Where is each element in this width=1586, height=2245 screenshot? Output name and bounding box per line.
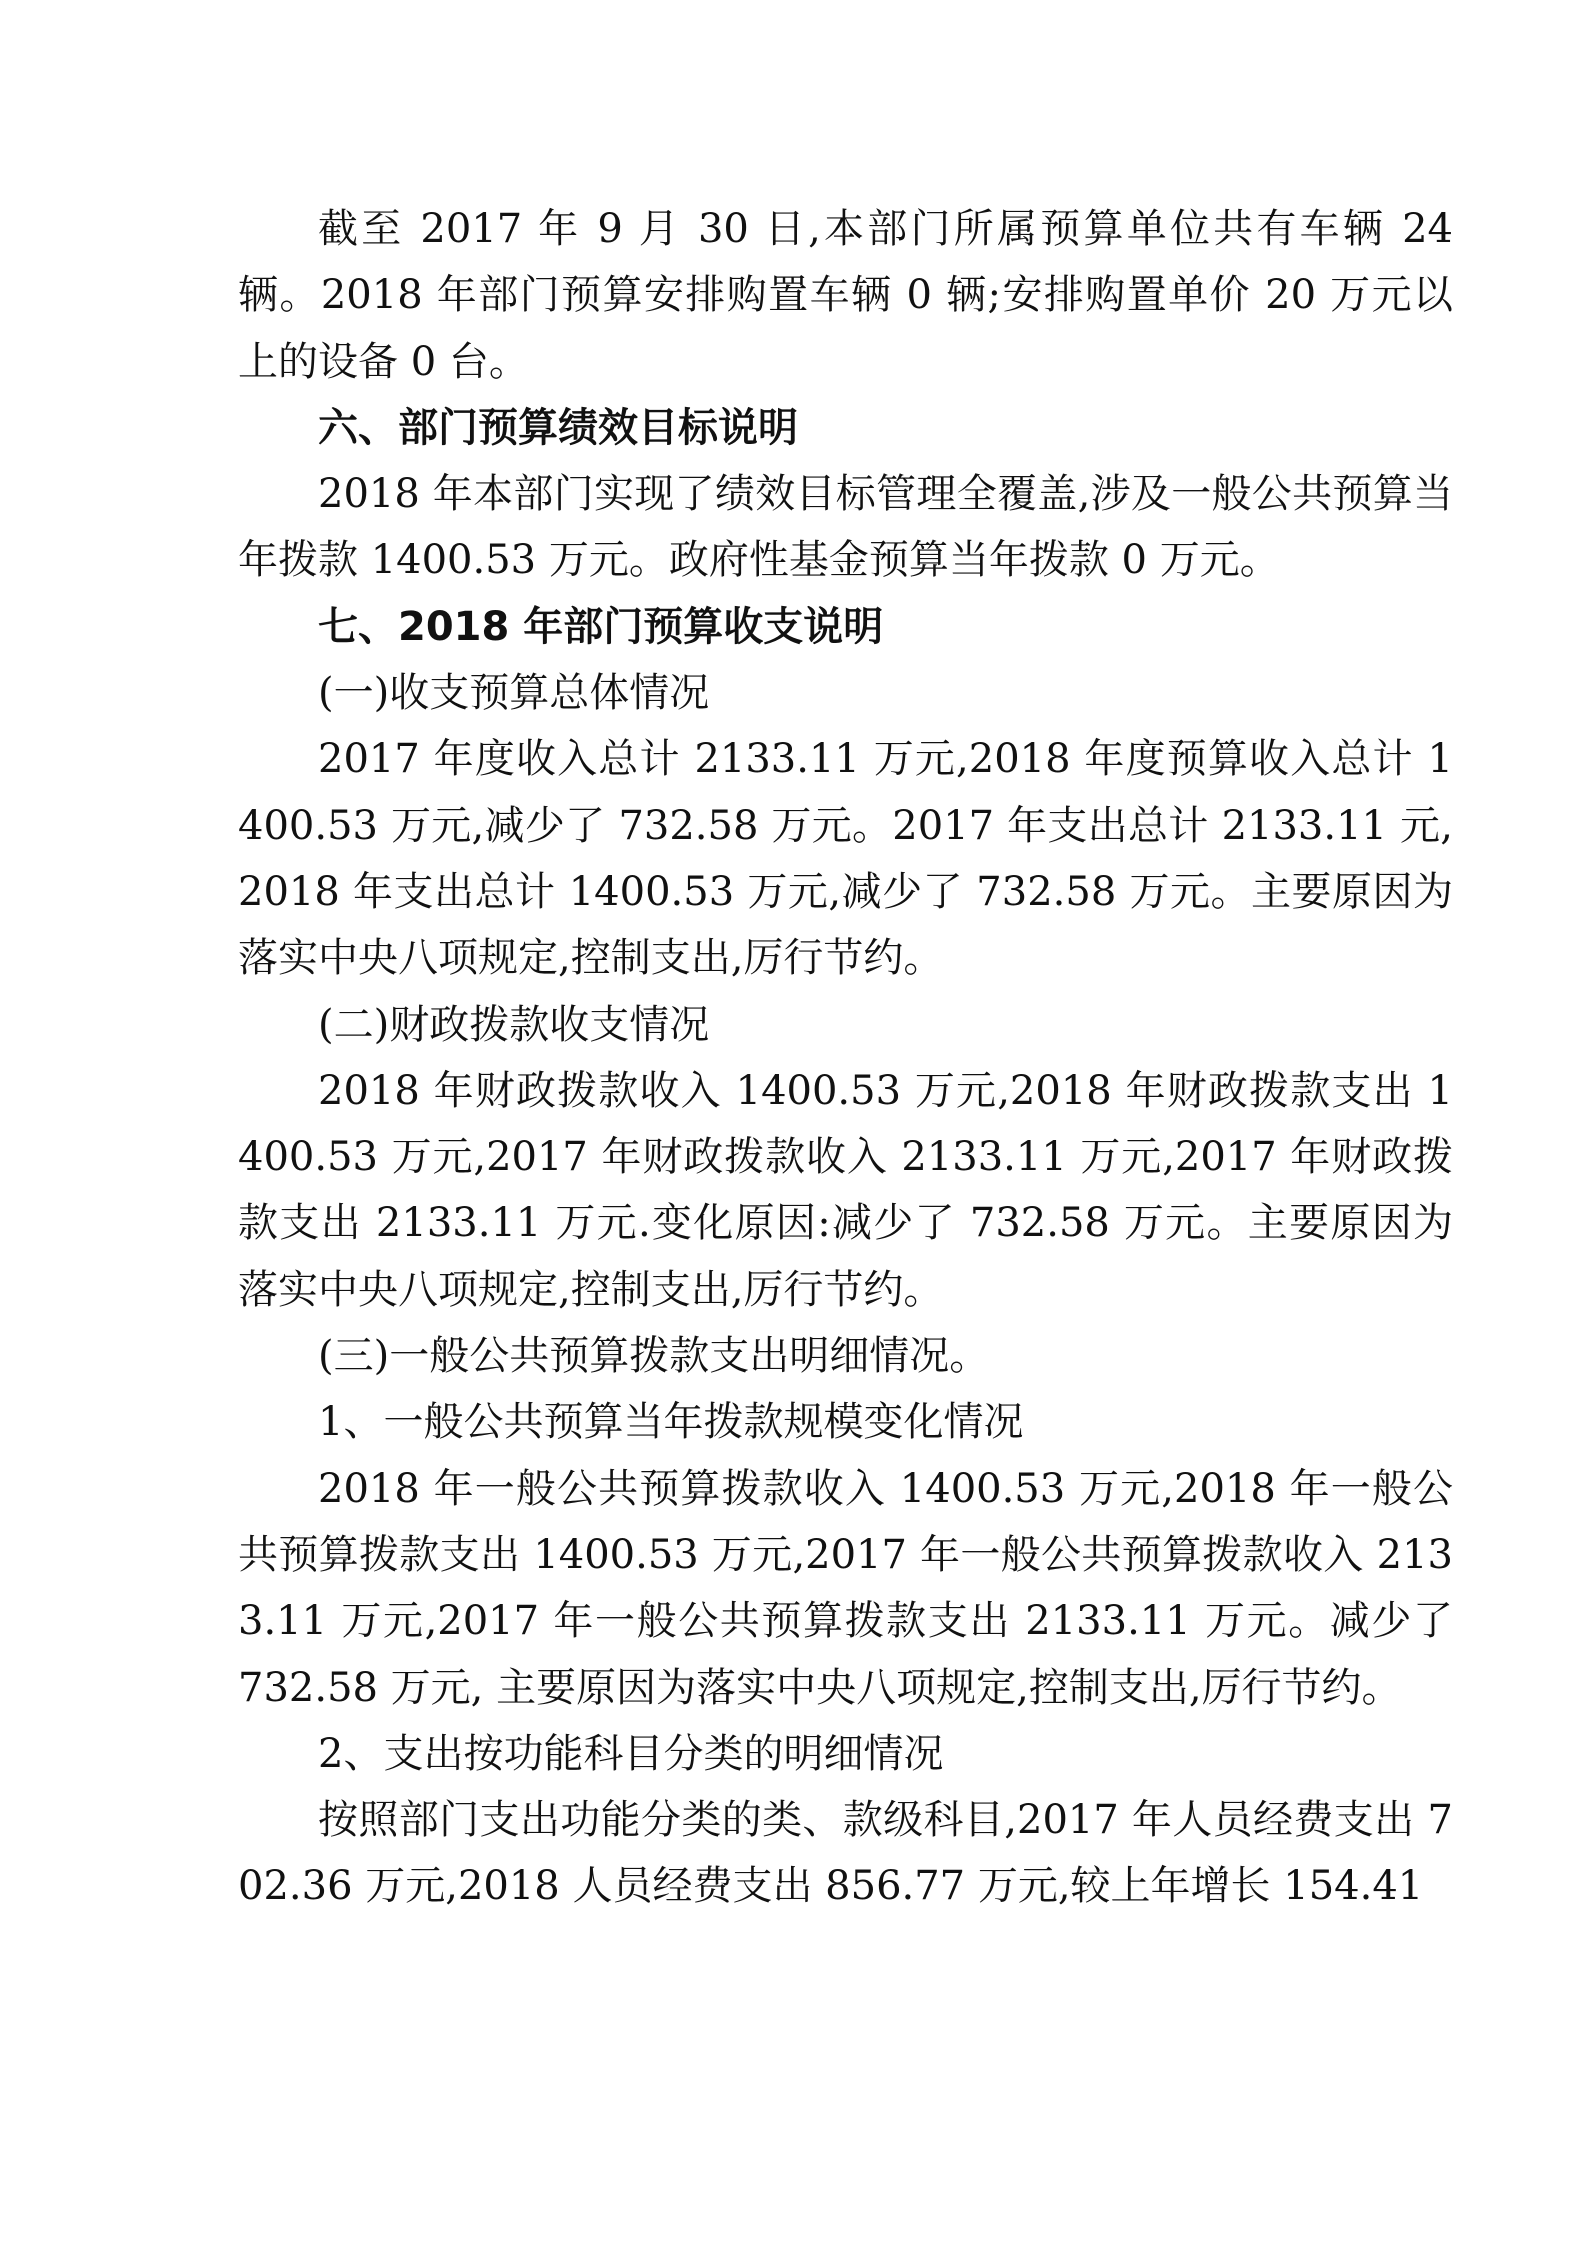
subheading-overall: (一)收支预算总体情况 — [318, 670, 710, 717]
vehicle-paragraph: 截至 2017 年 9 月 30 日,本部门所属预算单位共有车辆 24 辆。2018 年部门预算安排购置车辆 0 辆;安排购置单价 20 万元以上的设备 0 台。 — [238, 206, 1453, 385]
fiscal-paragraph: 2018 年财政拨款收入 1400.53 万元,2018 年财政拨款支出 1400.53 万元,2017 年财政拨款收入 2133.11 万元,2017 年财政拨款支出 2133.11 万元.变化原因:减少了 732.58 万元。主要原因为落实中央八项规定,控制支出,厉行节约。 — [238, 1067, 1453, 1313]
scale-change-paragraph: 2018 年一般公共预算拨款收入 1400.53 万元,2018 年一般公共预算拨款支出 1400.53 万元,2017 年一般公共预算拨款收入 2133.11 万元,2017 年一般公共预算拨款支出 2133.11 万元。减少了 732.58 万元, 主要原因为落实中央八项规定,控制支出,厉行节约。 — [238, 1465, 1453, 1711]
functional-paragraph: 按照部门支出功能分类的类、款级科目,2017 年人员经费支出 702.36 万元,2018 人员经费支出 856.77 万元,较上年增长 154.41 — [238, 1797, 1453, 1910]
section-heading-budget: 七、2018 年部门预算收支说明 — [318, 603, 884, 650]
document-body — [238, 196, 1453, 1920]
overall-paragraph: 2017 年度收入总计 2133.11 万元,2018 年度预算收入总计 1400.53 万元,减少了 732.58 万元。2017 年支出总计 2133.11 元,2018 年支出总计 1400.53 万元,减少了 732.58 万元。主要原因为落实中央八项规定,控制支出,厉行节约。 — [238, 736, 1453, 982]
subheading-scale-change: 1、一般公共预算当年拨款规模变化情况 — [318, 1399, 1024, 1446]
subheading-fiscal: (二)财政拨款收支情况 — [318, 1001, 710, 1048]
performance-paragraph: 2018 年本部门实现了绩效目标管理全覆盖,涉及一般公共预算当年拨款 1400.53 万元。政府性基金预算当年拨款 0 万元。 — [238, 471, 1453, 584]
section-heading-performance: 六、部门预算绩效目标说明 — [318, 404, 798, 451]
subheading-functional: 2、支出按功能科目分类的明细情况 — [318, 1730, 944, 1777]
subheading-general-detail: (三)一般公共预算拨款支出明细情况。 — [318, 1333, 990, 1380]
